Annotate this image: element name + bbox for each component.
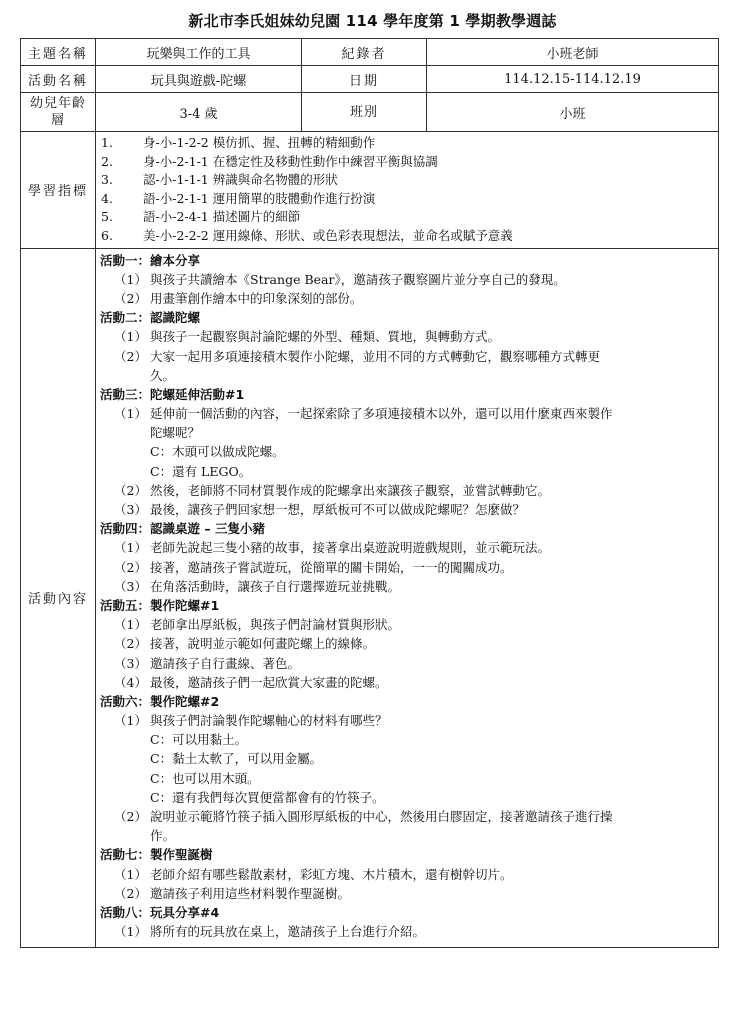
child-response: C：黏土太軟了，可以用金屬。 bbox=[150, 751, 323, 767]
recorder-value: 小班老師 bbox=[427, 39, 719, 66]
activity-step bbox=[96, 558, 718, 577]
objective-item: 5. 語-小-2-4-1 描述圖片的細節 bbox=[101, 209, 301, 225]
step-text: 延伸前一個活動的內容，一起探索除了多項連接積木以外，還可以用什麼東西來製作 bbox=[150, 406, 613, 422]
activity-step bbox=[96, 922, 718, 941]
child-response: C：可以用黏土。 bbox=[150, 732, 248, 748]
objectives-label: 學習指標 bbox=[21, 132, 96, 249]
step-number: （2） bbox=[114, 809, 147, 824]
step-number: （1） bbox=[114, 329, 147, 345]
activity-step bbox=[96, 327, 718, 346]
activity-step bbox=[96, 481, 718, 500]
step-number: （2） bbox=[114, 290, 147, 306]
step-text: 然後，老師將不同材質製作成的陀螺拿出來讓孩子觀察，並嘗試轉動它。 bbox=[150, 482, 551, 498]
step-number: （1） bbox=[114, 617, 147, 633]
step-continuation: 陀螺呢？ bbox=[150, 425, 201, 441]
activity-step bbox=[96, 404, 718, 423]
step-text: 老師介紹有哪些鬆散素材，彩虹方塊、木片積木，還有樹幹切片。 bbox=[150, 866, 513, 882]
age-label-line-1: 幼兒年齡 bbox=[29, 96, 86, 111]
activity-step bbox=[96, 865, 718, 884]
step-text: 與孩子一起觀察與討論陀螺的外型、種類、質地，與轉動方式。 bbox=[150, 329, 501, 345]
theme-value: 玩樂與工作的工具 bbox=[96, 39, 302, 66]
theme-row bbox=[21, 39, 719, 66]
activity-heading: 活動八：玩具分享#4 bbox=[100, 904, 220, 920]
activity-step bbox=[96, 673, 718, 692]
step-number: （1） bbox=[114, 713, 147, 729]
activity-step bbox=[96, 807, 718, 826]
step-number: （4） bbox=[114, 674, 147, 690]
objective-item: 2. 身-小-2-1-1 在穩定性及移動性動作中練習平衡與協調 bbox=[101, 153, 438, 169]
activity-value: 玩具與遊戲-陀螺 bbox=[96, 66, 302, 93]
objective-item: 4. 語-小-2-1-1 運用簡單的肢體動作進行扮演 bbox=[101, 190, 376, 206]
activity-step bbox=[96, 538, 718, 557]
step-text: 與孩子們討論製作陀螺軸心的材料有哪些？ bbox=[150, 713, 388, 729]
content-label: 活動內容 bbox=[21, 248, 96, 948]
child-response: C：還有 LEGO。 bbox=[150, 463, 252, 479]
step-number: （2） bbox=[114, 482, 147, 498]
activity-content bbox=[96, 248, 719, 948]
age-row bbox=[21, 93, 719, 132]
age-value: 3-4 歲 bbox=[96, 93, 302, 132]
objective-item: 1. 身-小-1-2-2 模仿抓、握、扭轉的精細動作 bbox=[101, 135, 376, 150]
theme-label: 主題名稱 bbox=[21, 39, 96, 66]
step-continuation: 久。 bbox=[150, 367, 176, 383]
child-response: C：也可以用木頭。 bbox=[150, 770, 260, 786]
activity-heading: 活動五：製作陀螺#1 bbox=[100, 597, 220, 613]
child-response: C：還有我們每次買便當都會有的竹筷子。 bbox=[150, 789, 385, 805]
activity-step bbox=[96, 347, 718, 366]
step-number: （1） bbox=[114, 406, 147, 422]
step-text: 在角落活動時，讓孩子自行選擇遊玩並挑戰。 bbox=[150, 578, 401, 594]
step-text: 最後，邀請孩子們一起欣賞大家畫的陀螺。 bbox=[150, 674, 388, 690]
activity-heading: 活動六：製作陀螺#2 bbox=[100, 693, 220, 709]
recorder-label: 紀錄者 bbox=[302, 39, 427, 66]
date-value: 114.12.15-114.12.19 bbox=[427, 66, 719, 93]
step-text: 最後，讓孩子們回家想一想，厚紙板可不可以做成陀螺呢？怎麼做？ bbox=[150, 502, 526, 517]
activity-heading: 活動二：認識陀螺 bbox=[100, 310, 201, 326]
step-number: （2） bbox=[114, 348, 147, 364]
activity-step bbox=[96, 289, 718, 308]
activity-step bbox=[96, 711, 718, 730]
step-text: 與孩子共讀繪本《Strange Bear》，邀請孩子觀察圖片並分享自己的發現。 bbox=[150, 271, 566, 287]
step-continuation: 作。 bbox=[150, 828, 176, 844]
objectives-row bbox=[21, 132, 719, 249]
activity-step bbox=[96, 270, 718, 289]
step-text: 大家一起用多項連接積木製作小陀螺，並用不同的方式轉動它，觀察哪種方式轉更 bbox=[150, 348, 601, 364]
step-text: 將所有的玩具放在桌上，邀請孩子上台進行介紹。 bbox=[150, 924, 426, 940]
step-number: （2） bbox=[114, 636, 147, 652]
step-text: 接著，說明並示範如何畫陀螺上的線條。 bbox=[150, 636, 376, 652]
step-text: 老師拿出厚紙板，與孩子們討論材質與形狀。 bbox=[150, 617, 401, 633]
step-number: （1） bbox=[114, 540, 147, 556]
age-label-line-2: 層 bbox=[50, 113, 65, 128]
activity-step bbox=[96, 634, 718, 653]
step-text: 老師先說起三隻小豬的故事，接著拿出桌遊說明遊戲規則，並示範玩法。 bbox=[150, 540, 551, 556]
activity-heading: 活動三：陀螺延伸活動#1 bbox=[100, 386, 245, 402]
step-number: （3） bbox=[114, 502, 147, 517]
step-number: （2） bbox=[114, 559, 147, 575]
activity-heading: 活動一：繪本分享 bbox=[100, 252, 201, 268]
content-row bbox=[21, 248, 719, 948]
activity-step bbox=[96, 654, 718, 673]
class-value: 小班 bbox=[427, 93, 719, 132]
weekly-log-table bbox=[20, 38, 719, 948]
step-text: 用畫筆創作繪本中的印象深刻的部份。 bbox=[150, 290, 363, 306]
step-number: （1） bbox=[114, 924, 147, 940]
child-response: C：木頭可以做成陀螺。 bbox=[150, 444, 285, 460]
class-label: 班別 bbox=[302, 93, 427, 132]
step-text: 接著，邀請孩子嘗試遊玩，從簡單的關卡開始，一一的闖關成功。 bbox=[150, 559, 513, 575]
step-number: （2） bbox=[114, 885, 147, 901]
activity-heading: 活動七：製作聖誕樹 bbox=[100, 847, 213, 863]
page-title: 新北市李氏姐妹幼兒園 114 學年度第 1 學期教學週誌 bbox=[188, 12, 557, 30]
activity-step bbox=[96, 615, 718, 634]
objective-item: 6. 美-小-2-2-2 運用線條、形狀、或色彩表現想法，並命名或賦予意義 bbox=[101, 227, 513, 243]
step-text: 邀請孩子自行畫線、著色。 bbox=[150, 655, 301, 671]
activity-step bbox=[96, 500, 718, 519]
step-number: （1） bbox=[114, 271, 147, 287]
objectives-list bbox=[96, 132, 719, 249]
activity-label: 活動名稱 bbox=[21, 66, 96, 93]
step-number: （3） bbox=[114, 578, 147, 594]
step-text: 邀請孩子利用這些材料製作聖誕樹。 bbox=[150, 885, 351, 901]
objective-item: 3. 認-小-1-1-1 辨識與命名物體的形狀 bbox=[101, 172, 338, 188]
date-label: 日期 bbox=[302, 66, 427, 93]
activity-heading: 活動四：認識桌遊 – 三隻小豬 bbox=[100, 521, 265, 537]
step-number: （3） bbox=[114, 655, 147, 671]
activity-step bbox=[96, 884, 718, 903]
age-label bbox=[21, 93, 96, 132]
step-text: 說明並示範將竹筷子插入圓形厚紙板的中心，然後用白膠固定，接著邀請孩子進行操 bbox=[150, 809, 613, 824]
step-number: （1） bbox=[114, 866, 147, 882]
activity-row bbox=[21, 66, 719, 93]
activity-step bbox=[96, 577, 718, 596]
